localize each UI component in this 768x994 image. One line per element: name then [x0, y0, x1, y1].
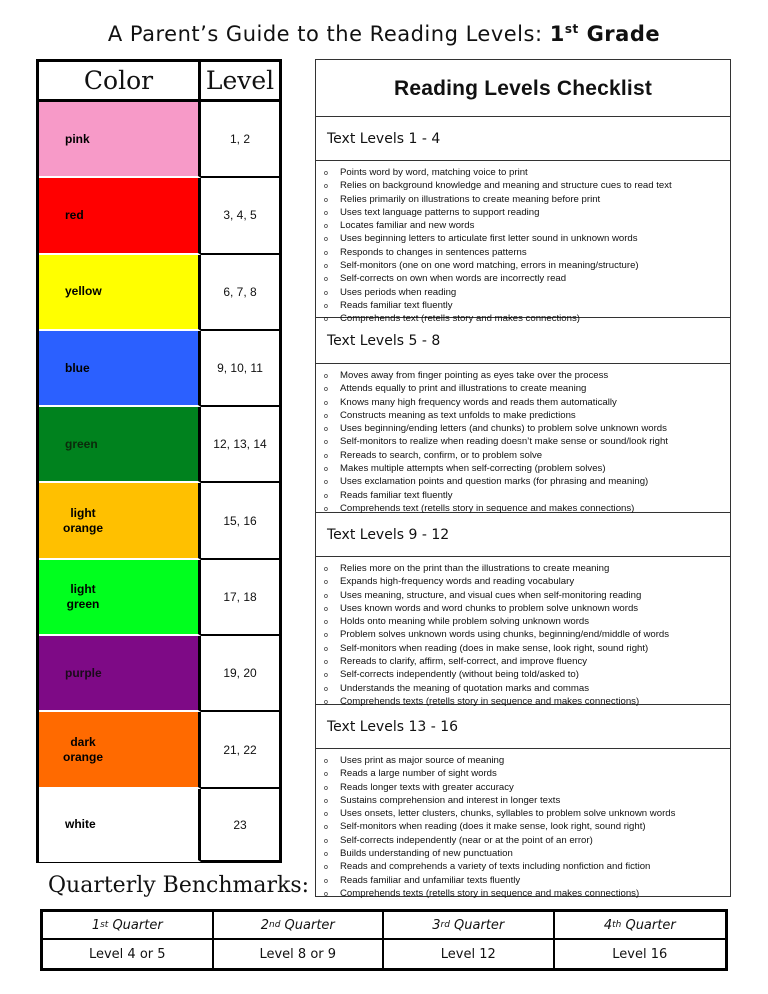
level-range: 3, 4, 5 [201, 178, 279, 254]
level-range: 9, 10, 11 [201, 331, 279, 407]
color-table-header [39, 62, 279, 102]
color-swatch [39, 255, 201, 331]
checklist-item: o Reads familiar and unfamiliar texts fluently [324, 875, 730, 888]
section-heading: Text Levels 5 - 8 [316, 318, 730, 364]
title-main: A Parent’s Guide to the Reading Levels: [107, 22, 543, 46]
quarter-label [43, 912, 214, 940]
checklist-item: o Self-monitors (one on one word matching, errors in meaning/structure) [324, 260, 730, 273]
level-range: 17, 18 [201, 560, 279, 636]
header-level: Level [205, 66, 275, 95]
quarter-suffix: nd [269, 920, 281, 930]
checklist-item: o Reads familiar text fluently [324, 300, 730, 313]
quarter-label [384, 912, 555, 940]
color-row [39, 102, 279, 178]
color-name: white [65, 816, 96, 831]
section-items [316, 557, 730, 705]
checklist-item: o Relies primarily on illustrations to create meaning before print [324, 194, 730, 207]
checklist-item: o Points word by word, matching voice to print [324, 167, 730, 180]
reading-levels-checklist [315, 59, 731, 897]
checklist-item: o Problem solves unknown words using chunks, beginning/end/middle of words [324, 629, 730, 642]
color-name: light orange [62, 505, 103, 535]
checklist-item: o Self-monitors when reading (does it make sense, look right, sound right) [324, 821, 730, 834]
color-swatch [39, 789, 201, 862]
checklist-item: o Understands the meaning of quotation marks and commas [324, 683, 730, 696]
color-name: green [65, 436, 98, 451]
benchmarks-title: Quarterly Benchmarks: [48, 873, 310, 898]
quarter-benchmark-level: Level 16 [612, 946, 668, 962]
checklist-item: o Builds understanding of new punctuation [324, 848, 730, 861]
color-level-table [36, 59, 282, 863]
checklist-item: o Knows many high frequency words and reads them automatically [324, 397, 730, 410]
section-heading: Text Levels 9 - 12 [316, 513, 730, 557]
title-grade [550, 22, 660, 46]
color-swatch [39, 636, 201, 712]
quarter-label [555, 912, 726, 940]
color-name: dark orange [62, 734, 103, 764]
checklist-item: o Self-corrects independently (without being told/asked to) [324, 669, 730, 682]
color-swatch [39, 178, 201, 254]
section-items [316, 161, 730, 325]
checklist-item: o Uses text language patterns to support reading [324, 207, 730, 220]
quarter-suffix: st [100, 920, 109, 930]
checklist-item: o Relies more on the print than the illustrations to create meaning [324, 563, 730, 576]
checklist-item: o Uses onsets, letter clusters, chunks, syllables to problem solve unknown words [324, 808, 730, 821]
color-row [39, 178, 279, 254]
section-items [316, 364, 730, 513]
checklist-item: o Self-corrects on own when words are incorrectly read [324, 273, 730, 286]
level-range: 21, 22 [201, 712, 279, 788]
checklist-item: o Relies on background knowledge and meaning and structure cues to read text [324, 180, 730, 193]
checklist-item: o Sustains comprehension and interest in longer texts [324, 795, 730, 808]
checklist-item: o Self-monitors to realize when reading doesn’t make sense or sound/look right [324, 436, 730, 449]
level-range: 6, 7, 8 [201, 255, 279, 331]
color-swatch [39, 712, 201, 788]
section-items [316, 749, 730, 897]
checklist-item: o Makes multiple attempts when self-correcting (problem solves) [324, 463, 730, 476]
checklist-item: o Comprehends text (retells story in sequence and makes connections) [324, 503, 730, 516]
level-range: 23 [233, 818, 247, 833]
grade-suffix: st [564, 22, 579, 36]
level-range: 19, 20 [201, 636, 279, 712]
checklist-item: o Uses meaning, structure, and visual cues when self-monitoring reading [324, 590, 730, 603]
checklist-item: o Comprehends texts (retells story in sequence and makes connections) [324, 696, 730, 709]
checklist-item: o Uses exclamation points and question marks (for phrasing and meaning) [324, 476, 730, 489]
quarter-word: Quarter [621, 917, 676, 933]
header-color: Color [39, 62, 201, 99]
checklist-item: o Reads a large number of sight words [324, 768, 730, 781]
checklist-item: o Rereads to clarify, affirm, self-correct, and improve fluency [324, 656, 730, 669]
color-row [39, 789, 279, 862]
page-title [0, 22, 768, 46]
level-range: 1, 2 [201, 102, 279, 178]
quarter-label [214, 912, 385, 940]
section-heading: Text Levels 1 - 4 [316, 117, 730, 161]
quarter-word: Quarter [280, 917, 335, 933]
quarter-benchmark-level: Level 4 or 5 [43, 940, 214, 968]
color-swatch [39, 483, 201, 559]
color-swatch [39, 331, 201, 407]
checklist-title: Reading Levels Checklist [316, 60, 730, 117]
checklist-item: o Uses beginning letters to articulate first letter sound in unknown words [324, 233, 730, 246]
checklist-item: o Attends equally to print and illustrations to create meaning [324, 383, 730, 396]
level-range: 12, 13, 14 [201, 407, 279, 483]
color-swatch [39, 102, 201, 178]
benchmarks-table [40, 909, 728, 971]
color-row [39, 636, 279, 712]
checklist-item: o Uses print as major source of meaning [324, 755, 730, 768]
checklist-item: o Self-monitors when reading (does in make sense, look right, sound right) [324, 643, 730, 656]
color-name: pink [65, 131, 90, 146]
color-name: purple [65, 665, 102, 680]
checklist-item: o Self-corrects independently (near or at the point of an error) [324, 835, 730, 848]
quarter-number: 1 [91, 917, 101, 933]
quarter-number: 2 [260, 917, 269, 933]
color-row [39, 407, 279, 483]
quarter-benchmark-level: Level 8 or 9 [214, 940, 385, 968]
level-range: 15, 16 [201, 483, 279, 559]
grade-number: 1 [549, 22, 565, 46]
checklist-item: o Comprehends text (retells story and makes connections) [324, 313, 730, 326]
color-name: yellow [65, 284, 102, 299]
grade-word: Grade [586, 22, 661, 46]
color-name: blue [65, 360, 90, 375]
checklist-item: o Moves away from finger pointing as eyes take over the process [324, 370, 730, 383]
checklist-item: o Constructs meaning as text unfolds to make predictions [324, 410, 730, 423]
color-swatch [39, 407, 201, 483]
checklist-item: o Reads familiar text fluently [324, 490, 730, 503]
quarter-word: Quarter [449, 917, 505, 933]
checklist-item: o Uses known words and word chunks to problem solve unknown words [324, 603, 730, 616]
quarter-suffix: rd [440, 920, 450, 930]
checklist-item: o Holds onto meaning while problem solving unknown words [324, 616, 730, 629]
color-row [39, 560, 279, 636]
checklist-item: o Reads longer texts with greater accuracy [324, 782, 730, 795]
quarter-number: 3 [432, 917, 441, 933]
checklist-item: o Locates familiar and new words [324, 220, 730, 233]
checklist-item: o Uses periods when reading [324, 287, 730, 300]
color-row [39, 255, 279, 331]
color-swatch [39, 560, 201, 636]
checklist-item: o Responds to changes in sentences patterns [324, 247, 730, 260]
quarter-number: 4 [603, 917, 613, 933]
checklist-item: o Reads and comprehends a variety of texts including nonfiction and fiction [324, 861, 730, 874]
color-row [39, 712, 279, 788]
quarter-benchmark-level: Level 12 [384, 940, 555, 968]
color-row [39, 483, 279, 559]
checklist-item: o Comprehends texts (retells story in sequence and makes connections) [324, 888, 730, 901]
quarter-suffix: th [612, 920, 622, 930]
section-heading: Text Levels 13 - 16 [316, 705, 730, 749]
color-name: red [65, 207, 84, 222]
checklist-item: o Rereads to search, confirm, or to problem solve [324, 450, 730, 463]
quarter-word: Quarter [108, 917, 163, 933]
checklist-item: o Expands high-frequency words and reading vocabulary [324, 576, 730, 589]
checklist-item: o Uses beginning/ending letters (and chunks) to problem solve unknown words [324, 423, 730, 436]
color-name: light green [66, 581, 100, 611]
color-row [39, 331, 279, 407]
